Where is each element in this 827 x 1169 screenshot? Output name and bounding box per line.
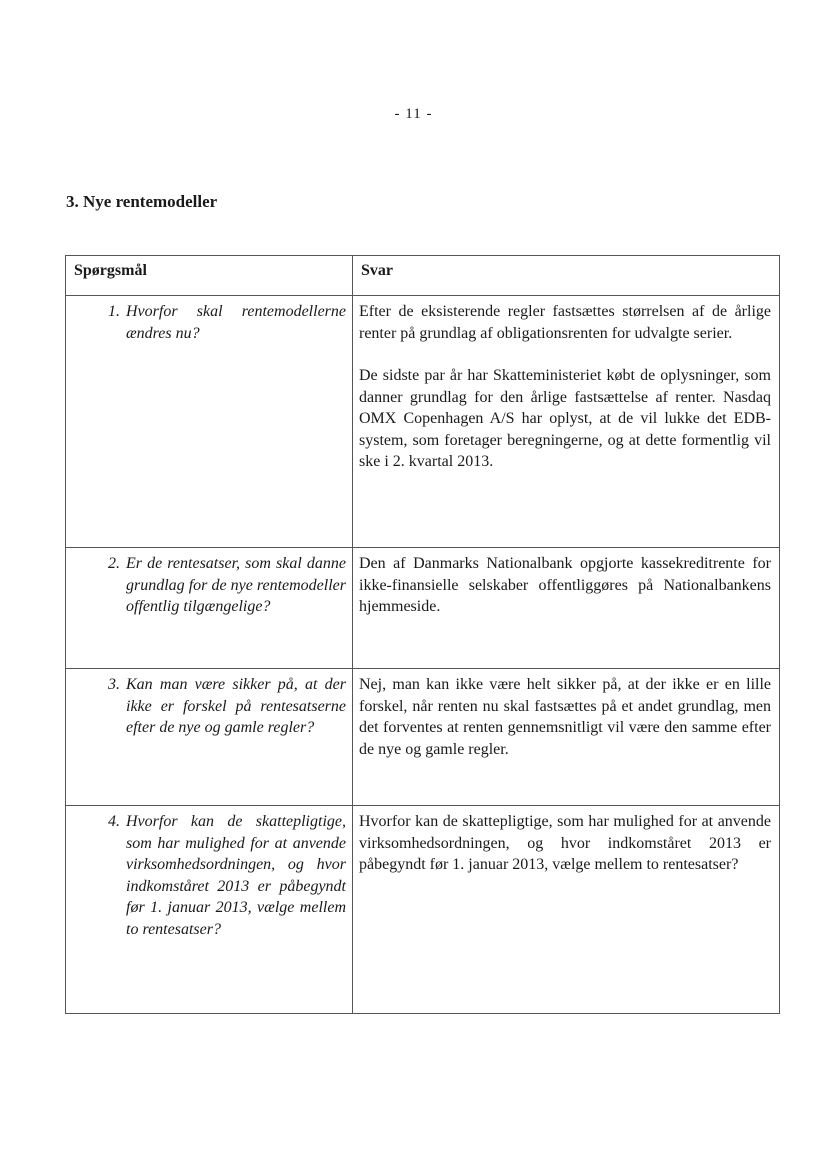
question-cell [66,669,353,806]
question-number: 1. [108,303,120,320]
question-cell [66,296,353,548]
table-header-row [66,256,780,296]
question-text: Hvorfor skal rentemodellerne ændres nu? [126,303,346,342]
answer-paragraph: Efter de eksisterende regler fastsættes størrelsen af de årlige renter på grundlag af obligationsrenten for udvalgte serier. [359,303,771,342]
question-cell [66,806,353,1014]
answer-cell [353,548,780,669]
table-row [66,296,780,548]
table-row [66,806,780,1014]
answer-paragraph: Hvorfor kan de skattepligtige, som har mulighed for at anvende virksomhedsordningen, og hvor indkomståret 2013 er påbegyndt før 1. januar 2013, vælge mellem to rentesatser? [359,813,771,873]
answer-paragraph: Den af Danmarks Nationalbank opgjorte kassekreditrente for ikke-finansielle selskaber offentliggøres på Nationalbankens hjemmeside. [359,555,771,615]
question-number: 2. [108,555,120,572]
question-cell [66,548,353,669]
question-number: 4. [108,813,120,830]
page-number: - 11 - [394,106,433,122]
answer-cell [353,806,780,1014]
answer-paragraph: De sidste par år har Skatteministeriet købt de oplysninger, som danner grundlag for den årlige fastsættelse af renter. Nasdaq OMX Copenhagen A/S har oplyst, at de vil lukke det EDB-system, som foretager beregningerne, og at dette formentlig vil ske i 2. kvartal 2013. [359,367,771,470]
answer-paragraph: Nej, man kan ikke være helt sikker på, at der ikke er en lille forskel, når renten nu skal fastsættes på et andet grundlag, men det forventes at renten gennemsnitligt vil være den samme efter de nye og gamle regler. [359,676,771,758]
qa-table [65,255,780,1014]
question-text: Kan man være sikker på, at der ikke er forskel på rentesatserne efter de nye og gamle regler? [126,676,346,736]
answer-column-header: Svar [353,256,780,296]
table-row [66,548,780,669]
question-text: Er de rentesatser, som skal danne grundlag for de nye rentemodeller offentlig tilgængelige? [126,555,346,615]
question-number: 3. [108,676,120,693]
answer-cell [353,296,780,548]
table-row [66,669,780,806]
section-heading: 3. Nye rentemodeller [66,192,218,211]
question-text: Hvorfor kan de skattepligtige, som har mulighed for at anvende virksomhedsordningen, og hvor indkomståret 2013 er påbegyndt før 1. januar 2013, vælge mellem to rentesatser? [126,813,346,938]
question-column-header: Spørgsmål [66,256,353,296]
answer-cell [353,669,780,806]
